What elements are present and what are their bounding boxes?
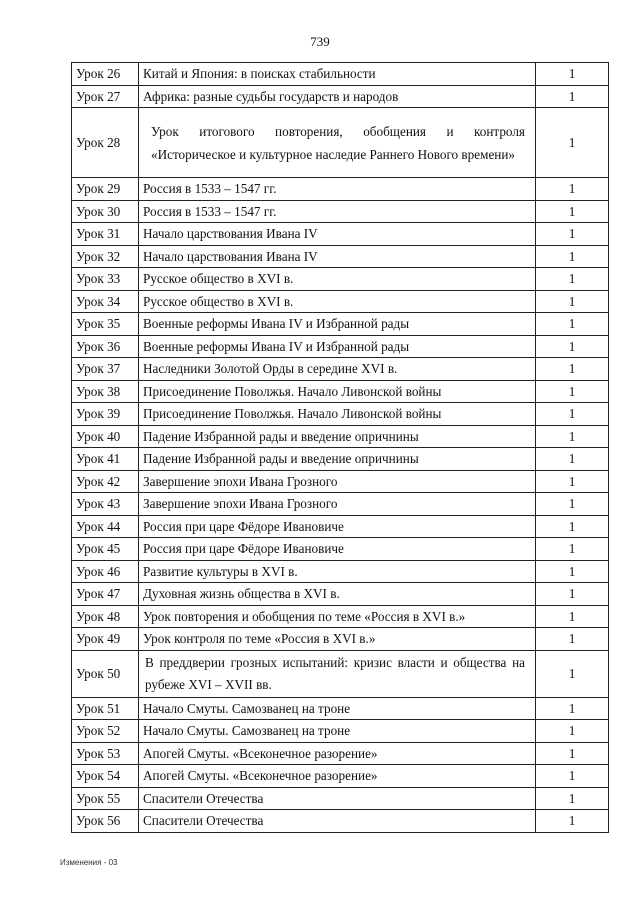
lesson-topic-cell: Присоединение Поволжья. Начало Ливонской войны (139, 380, 536, 403)
lesson-hours-cell: 1 (536, 583, 609, 606)
lesson-schedule-body (72, 63, 609, 833)
lesson-hours-cell: 1 (536, 650, 609, 697)
table-row (72, 650, 609, 697)
table-row (72, 223, 609, 246)
lesson-number-cell: Урок 40 (72, 425, 139, 448)
lesson-topic-cell: Русское общество в XVI в. (139, 268, 536, 291)
lesson-topic-cell: Африка: разные судьбы государств и народов (139, 85, 536, 108)
lesson-number-cell: Урок 39 (72, 403, 139, 426)
lesson-number-cell: Урок 53 (72, 742, 139, 765)
lesson-number-cell: Урок 33 (72, 268, 139, 291)
lesson-number-cell: Урок 56 (72, 810, 139, 833)
table-row (72, 380, 609, 403)
lesson-number-cell: Урок 54 (72, 765, 139, 788)
lesson-topic-cell: Падение Избранной рады и введение опричнины (139, 448, 536, 471)
table-row (72, 245, 609, 268)
lesson-hours-cell: 1 (536, 403, 609, 426)
table-row (72, 583, 609, 606)
lesson-hours-cell: 1 (536, 765, 609, 788)
lesson-hours-cell: 1 (536, 560, 609, 583)
lesson-number-cell: Урок 45 (72, 538, 139, 561)
table-row (72, 493, 609, 516)
table-row (72, 403, 609, 426)
lesson-topic-cell: Урок повторения и обобщения по теме «Россия в XVI в.» (139, 605, 536, 628)
lesson-topic-cell: Падение Избранной рады и введение опричнины (139, 425, 536, 448)
lesson-number-cell: Урок 44 (72, 515, 139, 538)
table-row (72, 63, 609, 86)
lesson-number-cell: Урок 34 (72, 290, 139, 313)
table-row (72, 538, 609, 561)
lesson-hours-cell: 1 (536, 605, 609, 628)
lesson-number-cell: Урок 52 (72, 720, 139, 743)
table-row (72, 628, 609, 651)
lesson-topic-cell: Спасители Отечества (139, 787, 536, 810)
lesson-topic-cell: Китай и Япония: в поисках стабильности (139, 63, 536, 86)
table-row (72, 335, 609, 358)
lesson-topic-cell: Россия в 1533 – 1547 гг. (139, 178, 536, 201)
lesson-number-cell: Урок 43 (72, 493, 139, 516)
lesson-number-cell: Урок 27 (72, 85, 139, 108)
table-row (72, 290, 609, 313)
table-row (72, 560, 609, 583)
lesson-topic-cell: Россия при царе Фёдоре Ивановиче (139, 538, 536, 561)
lesson-number-cell: Урок 37 (72, 358, 139, 381)
lesson-number-cell: Урок 29 (72, 178, 139, 201)
lesson-number-cell: Урок 47 (72, 583, 139, 606)
lesson-number-cell: Урок 35 (72, 313, 139, 336)
lesson-number-cell: Урок 50 (72, 650, 139, 697)
lesson-number-cell: Урок 49 (72, 628, 139, 651)
table-row (72, 605, 609, 628)
lesson-topic-cell: Духовная жизнь общества в XVI в. (139, 583, 536, 606)
table-row (72, 742, 609, 765)
lesson-topic-cell: Завершение эпохи Ивана Грозного (139, 493, 536, 516)
lesson-topic-cell: Россия в 1533 – 1547 гг. (139, 200, 536, 223)
table-row (72, 765, 609, 788)
lesson-topic-cell: Завершение эпохи Ивана Грозного (139, 470, 536, 493)
lesson-number-cell: Урок 28 (72, 108, 139, 178)
table-row (72, 470, 609, 493)
lesson-number-cell: Урок 51 (72, 697, 139, 720)
lesson-topic-cell: Начало царствования Ивана IV (139, 223, 536, 246)
table-row (72, 268, 609, 291)
lesson-hours-cell: 1 (536, 108, 609, 178)
lesson-hours-cell: 1 (536, 810, 609, 833)
lesson-topic-cell: Наследники Золотой Орды в середине XVI в. (139, 358, 536, 381)
lesson-hours-cell: 1 (536, 425, 609, 448)
lesson-hours-cell: 1 (536, 515, 609, 538)
lesson-hours-cell: 1 (536, 313, 609, 336)
lesson-topic-cell: Апогей Смуты. «Всеконечное разорение» (139, 765, 536, 788)
table-row (72, 425, 609, 448)
lesson-number-cell: Урок 32 (72, 245, 139, 268)
lesson-number-cell: Урок 36 (72, 335, 139, 358)
lesson-topic-cell: Апогей Смуты. «Всеконечное разорение» (139, 742, 536, 765)
footer-revision-note: Изменения - 03 (60, 858, 118, 867)
table-row (72, 200, 609, 223)
page-number: 739 (310, 34, 330, 49)
lesson-topic-cell: Военные реформы Ивана IV и Избранной рады (139, 313, 536, 336)
lesson-hours-cell: 1 (536, 268, 609, 291)
lesson-hours-cell: 1 (536, 63, 609, 86)
table-row (72, 108, 609, 178)
lesson-hours-cell: 1 (536, 628, 609, 651)
table-row (72, 85, 609, 108)
lesson-hours-cell: 1 (536, 245, 609, 268)
table-row (72, 787, 609, 810)
lesson-topic-cell: Урок итогового повторения, обобщения и контроля «Историческое и культурное наследие Раннего Нового времени» (139, 108, 536, 178)
lesson-topic-cell: Урок контроля по теме «Россия в XVI в.» (139, 628, 536, 651)
lesson-hours-cell: 1 (536, 290, 609, 313)
lesson-hours-cell: 1 (536, 335, 609, 358)
lesson-number-cell: Урок 41 (72, 448, 139, 471)
lesson-number-cell: Урок 30 (72, 200, 139, 223)
lesson-hours-cell: 1 (536, 742, 609, 765)
lesson-hours-cell: 1 (536, 380, 609, 403)
lesson-hours-cell: 1 (536, 223, 609, 246)
lesson-hours-cell: 1 (536, 720, 609, 743)
lesson-number-cell: Урок 31 (72, 223, 139, 246)
table-row (72, 358, 609, 381)
lesson-hours-cell: 1 (536, 538, 609, 561)
lesson-topic-cell: Начало Смуты. Самозванец на троне (139, 720, 536, 743)
lesson-hours-cell: 1 (536, 493, 609, 516)
table-row (72, 720, 609, 743)
lesson-hours-cell: 1 (536, 200, 609, 223)
lesson-topic-cell: Развитие культуры в XVI в. (139, 560, 536, 583)
table-row (72, 178, 609, 201)
lesson-topic-cell: Военные реформы Ивана IV и Избранной рады (139, 335, 536, 358)
lesson-schedule-table (71, 62, 609, 833)
lesson-topic-cell: В преддверии грозных испытаний: кризис власти и общества на рубеже XVI – XVII вв. (139, 650, 536, 697)
lesson-number-cell: Урок 38 (72, 380, 139, 403)
table-row (72, 810, 609, 833)
lesson-hours-cell: 1 (536, 178, 609, 201)
table-row (72, 448, 609, 471)
lesson-number-cell: Урок 26 (72, 63, 139, 86)
lesson-topic-cell: Россия при царе Фёдоре Ивановиче (139, 515, 536, 538)
lesson-topic-cell: Начало Смуты. Самозванец на троне (139, 697, 536, 720)
lesson-hours-cell: 1 (536, 697, 609, 720)
lesson-number-cell: Урок 48 (72, 605, 139, 628)
lesson-number-cell: Урок 46 (72, 560, 139, 583)
lesson-topic-cell: Спасители Отечества (139, 810, 536, 833)
lesson-hours-cell: 1 (536, 787, 609, 810)
table-row (72, 515, 609, 538)
table-row (72, 313, 609, 336)
lesson-number-cell: Урок 55 (72, 787, 139, 810)
lesson-hours-cell: 1 (536, 470, 609, 493)
lesson-hours-cell: 1 (536, 85, 609, 108)
lesson-hours-cell: 1 (536, 358, 609, 381)
lesson-topic-cell: Русское общество в XVI в. (139, 290, 536, 313)
table-row (72, 697, 609, 720)
lesson-topic-cell: Присоединение Поволжья. Начало Ливонской войны (139, 403, 536, 426)
lesson-topic-cell: Начало царствования Ивана IV (139, 245, 536, 268)
lesson-number-cell: Урок 42 (72, 470, 139, 493)
lesson-hours-cell: 1 (536, 448, 609, 471)
